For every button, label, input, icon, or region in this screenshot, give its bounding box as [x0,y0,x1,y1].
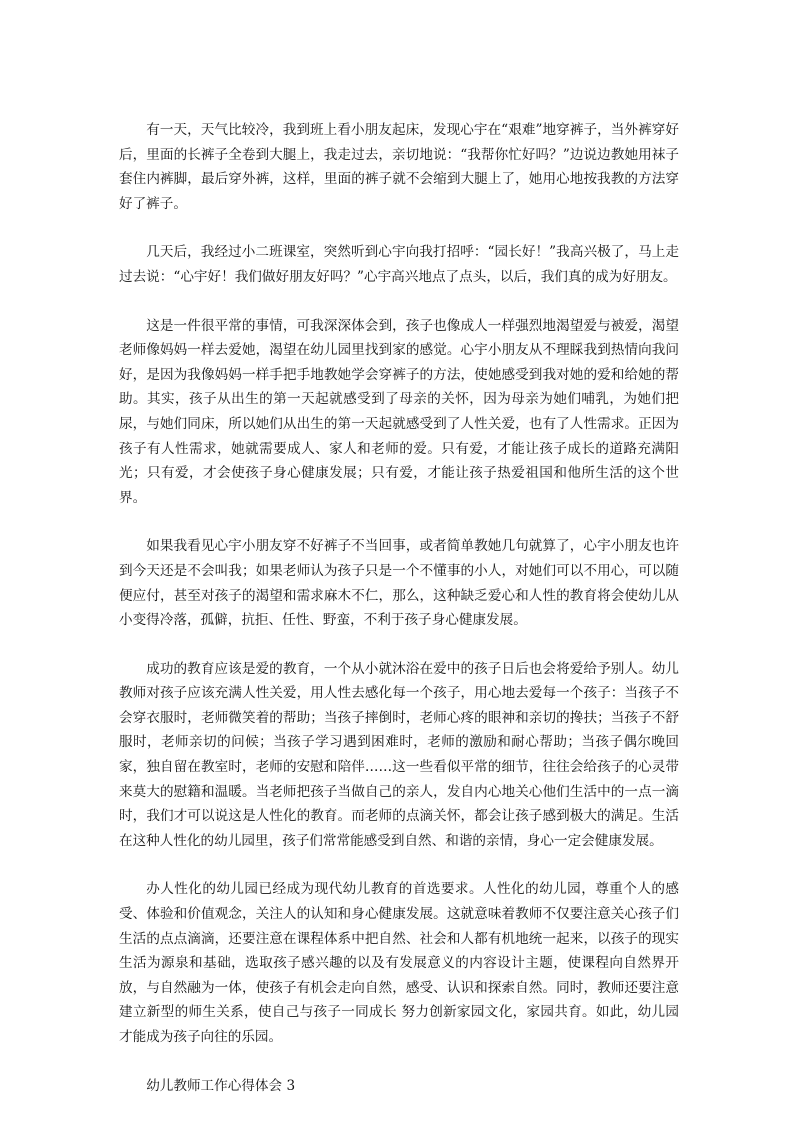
paragraph-4: 如果我看见心宇小朋友穿不好裤子不当回事，或者简单教她几句就算了，心宇小朋友也许到今天还是不会叫我；如果老师认为孩子只是一个不懂事的小人，对她们可以不用心，可以随便应付，甚至对孩子的渴望和需求麻木不仁，那么，这种缺乏爱心和人性的教育将会使幼儿从小变得冷落，孤僻，抗拒、任性、野蛮，不利于孩子身心健康发展。 [119,538,679,629]
section-heading: 幼儿教师工作心得体会 3 [146,1077,296,1094]
paragraph-2: 几天后，我经过小二班课室，突然听到心宇向我打招呼：“园长好！”我高兴极了，马上走过去说：“心宇好！我们做好朋友好吗？”心宇高兴地点了点头，以后，我们真的成为好朋友。 [119,244,679,285]
paragraph-6: 办人性化的幼儿园已经成为现代幼儿教育的首选要求。人性化的幼儿园，尊重个人的感受、体验和价值观念，关注人的认知和身心健康发展。这就意味着教师不仅要注意关心孩子们生活的点点滴滴，还要注意在课程体系中把自然、社会和人都有机地统一起来，以孩子的现实生活为源泉和基础，选取孩子感兴趣的以及有发展意义的内容设计主题，使课程向自然界开放，与自然融为一体，使孩子有机会走向自然，感受、认识和探索自然。同时，教师还要注意建立新型的师生关系，使自己与孩子一同成长 努力创新家园文化，家园共育。如此，幼儿园才能成为孩子向往的乐园。 [119,881,679,1045]
document-body [119,118,679,1098]
paragraph-5: 成功的教育应该是爱的教育，一个从小就沐浴在爱中的孩子日后也会将爱给予别人。幼儿教师对孩子应该充满人性关爱，用人性去感化每一个孩子，用心地去爱每一个孩子：当孩子不会穿衣服时，老师微笑着的帮助；当孩子摔倒时，老师心疼的眼神和亲切的搀扶；当孩子不舒服时，老师亲切的问候；当孩子学习遇到困难时，老师的激励和耐心帮助；当孩子偶尔晚回家，独自留在教室时，老师的安慰和陪伴……这一些看似平常的细节，往往会给孩子的心灵带来莫大的慰籍和温暖。当老师把孩子当做自己的亲人，发自内心地关心他们生活中的一点一滴时，我们才可以说这是人性化的教育。而老师的点滴关怀，都会让孩子感到极大的满足。生活在这种人性化的幼儿园里，孩子们常常能感受到自然、和谐的亲情，身心一定会健康发展。 [119,660,679,849]
paragraph-1: 有一天，天气比较冷，我到班上看小朋友起床，发现心宇在“艰难”地穿裤子，当外裤穿好后，里面的长裤子全卷到大腿上，我走过去，亲切地说：“我帮你忙好吗？”边说边教她用袜子套住内裤脚，最后穿外裤，这样，里面的裤子就不会缩到大腿上了，她用心地按我教的方法穿好了裤子。 [119,122,679,212]
paragraph-3: 这是一件很平常的事情，可我深深体会到，孩子也像成人一样强烈地渴望爱与被爱，渴望老师像妈妈一样去爱她，渴望在幼儿园里找到家的感觉。心宇小朋友从不理睬我到热情向我问好，是因为我像妈妈一样手把手地教她学会穿裤子的方法，使她感受到我对她的爱和给她的帮助。其实，孩子从出生的第一天起就感受到了母亲的关怀，因为母亲为她们哺乳，为她们把尿，与她们同床，所以她们从出生的第一天起就感受到了人性关爱，也有了人性需求。正因为孩子有人性需求，她就需要成人、家人和老师的爱。只有爱，才能让孩子成长的道路充满阳光；只有爱，才会使孩子身心健康发展；只有爱，才能让孩子热爱祖国和他所生活的这个世界。 [119,317,679,506]
